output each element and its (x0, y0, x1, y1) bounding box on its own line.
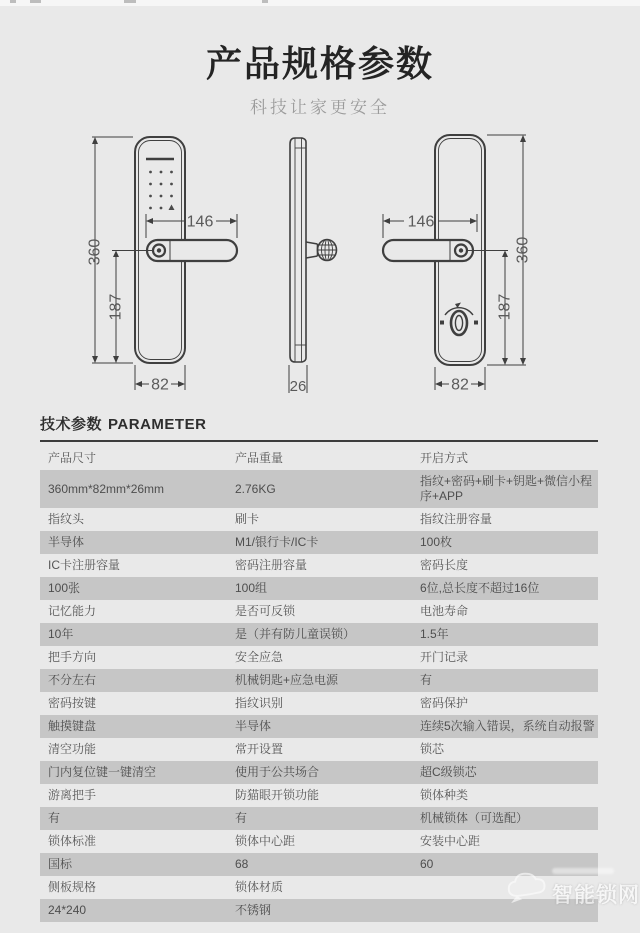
spec-cell: 锁体标准 (48, 834, 97, 848)
spec-cell: 不锈钢 (235, 903, 272, 917)
dim-front-offset-label: 187 (107, 293, 125, 321)
spec-row-labels (40, 692, 598, 715)
dimension-diagram (0, 120, 640, 412)
spec-cell: 100组 (235, 581, 268, 595)
spec-cell: 100张 (48, 581, 81, 595)
spec-row-labels (40, 646, 598, 669)
dim-back-offset-label: 187 (496, 293, 514, 321)
keypad-dots (149, 171, 174, 210)
spec-cell: 60 (420, 857, 434, 871)
spec-cell: 密码保护 (420, 696, 469, 710)
spec-cell: 有 (420, 673, 433, 687)
spec-row-labels (40, 554, 598, 577)
spec-cell: 6位,总长度不超过16位 (420, 581, 540, 595)
spec-cell: 密码注册容量 (235, 558, 308, 572)
spec-cell: 防猫眼开锁功能 (235, 788, 320, 802)
spec-row-labels (40, 830, 598, 853)
spec-cell: 2.76KG (235, 481, 276, 496)
spec-cell: 68 (235, 857, 249, 871)
dim-front-height-label: 360 (86, 238, 104, 266)
spec-row-labels (40, 784, 598, 807)
dim-back-width-label: 82 (451, 376, 469, 394)
spec-cell: M1/银行卡/IC卡 (235, 535, 319, 549)
spec-cell: 锁体材质 (235, 880, 284, 894)
spec-cell: 有 (48, 811, 61, 825)
dim-front-width-label: 82 (151, 376, 169, 394)
spec-row-values (40, 623, 598, 646)
spec-row-labels (40, 447, 598, 470)
spec-row-values (40, 715, 598, 738)
section-title-cn: 技术参数 (40, 416, 103, 433)
spec-cell: 使用于公共场合 (235, 765, 320, 779)
top-strip (0, 0, 640, 6)
spec-cell: 超C级锁芯 (420, 765, 477, 779)
lock-side-view (290, 138, 337, 362)
spec-row-values (40, 761, 598, 784)
spec-cell: 锁体中心距 (235, 834, 296, 848)
spec-cell: 密码按键 (48, 696, 97, 710)
thumbturn-knob (440, 303, 478, 336)
dim-back-height-label: 360 (514, 236, 532, 264)
watermark-small-text (552, 868, 614, 874)
dim-front-handle-label: 146 (186, 213, 214, 231)
spec-cell: 指纹头 (48, 512, 85, 526)
spec-cell: 常开设置 (235, 742, 284, 756)
spec-cell: 触摸键盘 (48, 719, 97, 733)
spec-row-labels (40, 738, 598, 761)
spec-cell: 锁体种类 (420, 788, 469, 802)
spec-cell: 指纹注册容量 (420, 512, 493, 526)
spec-cell: 半导体 (48, 535, 85, 549)
dim-back-handle-label: 146 (407, 213, 435, 231)
spec-cell: 清空功能 (48, 742, 97, 756)
dim-side-depth-label: 26 (289, 378, 307, 395)
spec-cell: 侧板规格 (48, 880, 97, 894)
spec-cell: 国标 (48, 857, 73, 871)
spec-cell: 半导体 (235, 719, 272, 733)
spec-cell: 是否可反锁 (235, 604, 296, 618)
spec-cell: 密码长度 (420, 558, 469, 572)
front-dimension-lines (92, 137, 237, 390)
spec-cell: 刷卡 (235, 512, 260, 526)
section-title-en: PARAMETER (108, 416, 207, 433)
spec-cell: 安装中心距 (420, 834, 481, 848)
spec-cell: 产品重量 (235, 451, 284, 465)
spec-cell: 360mm*82mm*26mm (48, 481, 165, 496)
bell-icon (169, 205, 175, 211)
spec-cell: 1.5年 (420, 627, 449, 641)
spec-cell: IC卡注册容量 (48, 558, 121, 572)
page-title: 产品规格参数 (205, 43, 434, 84)
spec-cell: 机械锁体（可选配） (420, 811, 529, 825)
spec-row-labels (40, 600, 598, 623)
spec-row-values (40, 531, 598, 554)
spec-row-values (40, 577, 598, 600)
spec-cell: 把手方向 (48, 650, 97, 664)
back-dimension-lines (383, 135, 526, 390)
spec-row-values (40, 470, 598, 508)
spec-cell: 有 (235, 811, 248, 825)
spec-table (40, 447, 598, 922)
spec-cell: 开启方式 (420, 451, 469, 465)
spec-cell: 100枚 (420, 535, 453, 549)
watermark-text: 智能锁网 (552, 883, 640, 907)
spec-cell: 电池寿命 (420, 604, 469, 618)
spec-cell: 24*240 (48, 903, 87, 917)
spec-cell: 产品尺寸 (48, 451, 97, 465)
spec-cell: 机械钥匙+应急电源 (235, 673, 339, 687)
spec-cell: 是（并有防儿童误锁） (235, 627, 356, 641)
spec-cell: 门内复位键一键清空 (48, 765, 157, 779)
spec-cell: 游离把手 (48, 788, 97, 802)
spec-cell: 记忆能力 (48, 604, 97, 618)
spec-cell: 连续5次输入错误，系统自动报警 (420, 719, 595, 733)
spec-row-labels (40, 508, 598, 531)
spec-row-values (40, 669, 598, 692)
spec-row-values (40, 807, 598, 830)
watermark (504, 856, 640, 920)
spec-cell: 开门记录 (420, 650, 469, 664)
spec-cell: 不分左右 (48, 673, 97, 687)
page-subtitle: 科技让家更安全 (250, 98, 390, 117)
spec-cell: 10年 (48, 627, 74, 641)
spec-cell: 安全应急 (235, 650, 284, 664)
spec-cell: 锁芯 (420, 742, 445, 756)
section-header (40, 413, 206, 434)
spec-cell: 指纹识别 (235, 696, 284, 710)
section-divider (40, 440, 598, 442)
cloud-logo-icon (504, 862, 550, 914)
spec-cell: 指纹+密码+刷卡+钥匙+微信小程序+APP (420, 474, 593, 503)
